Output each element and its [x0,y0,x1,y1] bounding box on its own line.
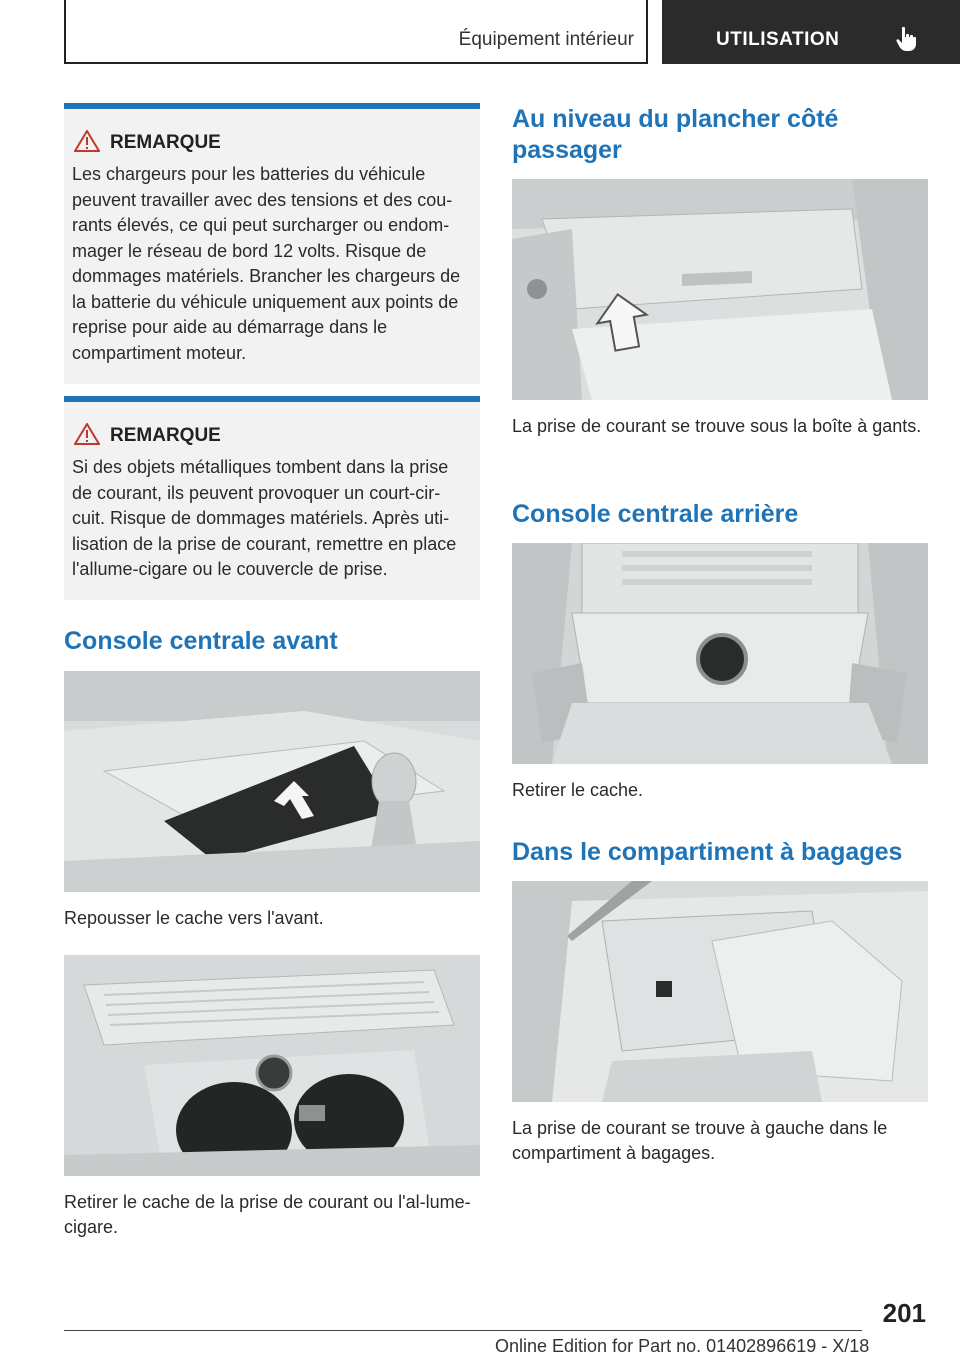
section-heading-front-console: Console centrale avant [64,627,338,655]
passenger-floor-image [512,179,928,400]
warning-triangle-icon [74,130,100,152]
section-heading-passenger-floor: Au niveau du plancher côté passager [512,105,839,164]
hand-pointer-icon [896,26,918,52]
caption-rear-console: Retirer le cache. [512,780,644,800]
caption-front-socket: Retirer le cache de la prise de courant ou l'al-lume-cigare. [64,1192,471,1237]
note-title: REMARQUE [110,132,221,153]
note-body: Si des objets métalliques tombent dans la prise de courant, ils peuvent provoquer un court-cir-cuit. Risque de dommages matériels. Après uti-lisation de la prise de courant, remettre en place l'allume-cigare ou le couvercle de prise. [72,457,457,579]
warning-triangle-icon [74,423,100,445]
section-heading-rear-console: Console centrale arrière [512,500,799,528]
header-chapter-title: UTILISATION [716,29,840,50]
footer-divider [64,1330,862,1331]
front-console-socket-image [64,955,480,1176]
header-section-box [64,0,648,64]
header-section-title: Équipement intérieur [458,29,634,50]
luggage-compartment-image [512,881,928,1102]
footer-edition: Online Edition for Part no. 01402896619 - X/18 [495,1336,870,1356]
rear-console-image [512,543,928,764]
caption-passenger-floor: La prise de courant se trouve sous la boîte à gants. [512,416,922,436]
caption-luggage: La prise de courant se trouve à gauche dans le compartiment à bagages. [512,1118,888,1163]
header-chapter-box [662,0,960,64]
section-heading-luggage: Dans le compartiment à bagages [512,838,903,866]
caption-front-cover: Repousser le cache vers l'avant. [64,908,324,928]
page-number: 201 [882,1298,926,1328]
warning-note-1 [64,103,480,384]
note-title: REMARQUE [110,425,221,446]
front-console-cover-image [64,671,480,892]
note-body: Les chargeurs pour les batteries du véhicule peuvent travailler avec des tensions et des cou-rants élevés, ce qui peut surcharger ou endom-mager le réseau de bord 12 volts. Risque de dommages matériels. Brancher les chargeurs de la batterie du véhicule uniquement aux points de reprise pour aide au démarrage dans le compartiment moteur. [72,164,461,363]
warning-note-2 [64,396,480,600]
